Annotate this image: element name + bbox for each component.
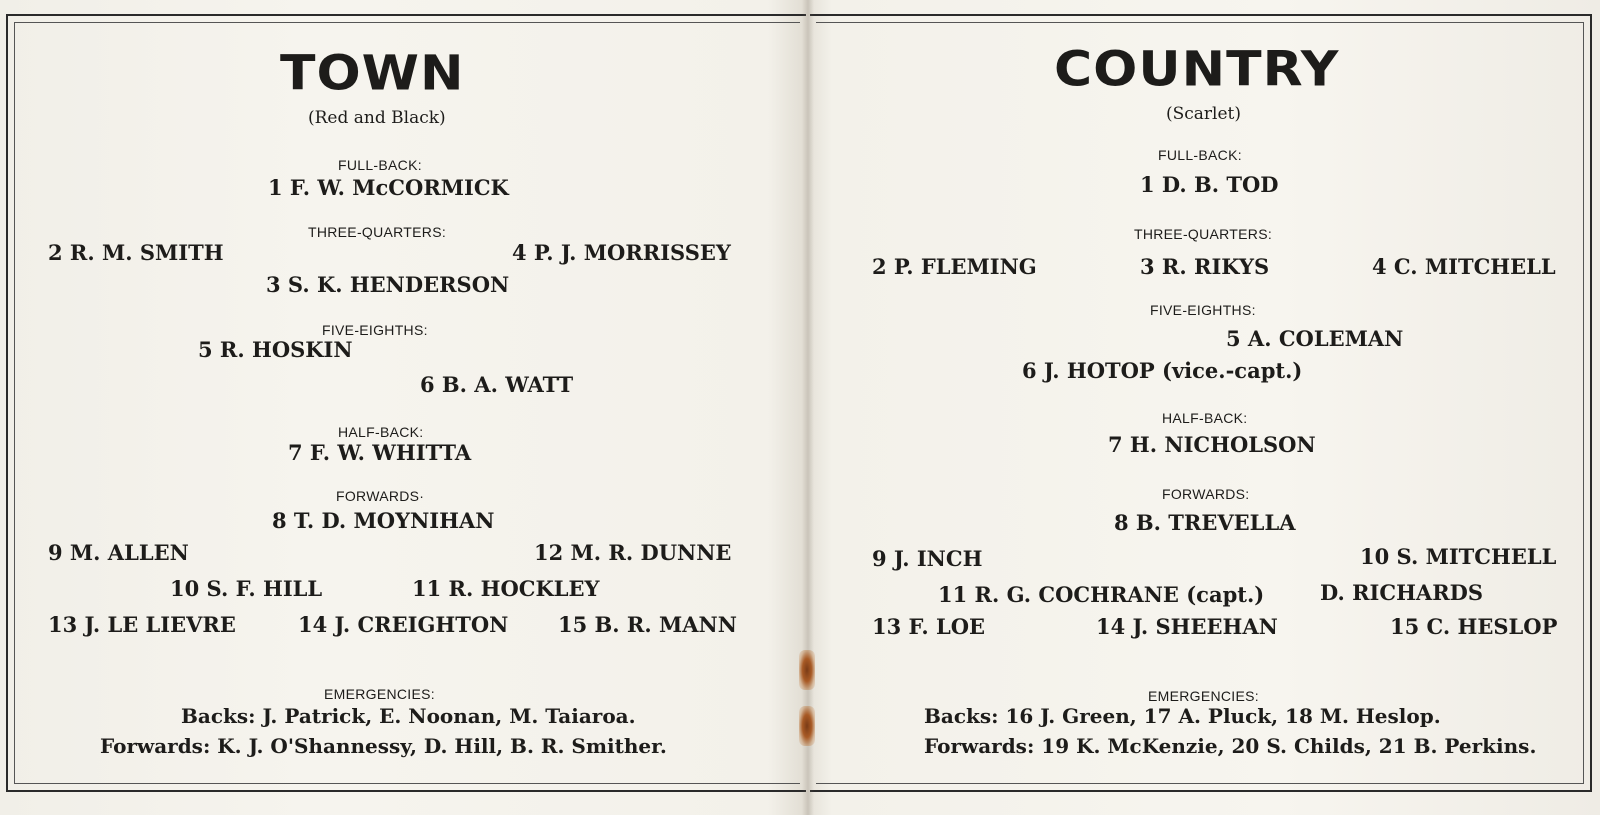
town-colours: (Red and Black) — [308, 108, 446, 128]
town-forward-8: 8 T. D. MOYNIHAN — [272, 508, 495, 533]
town-forward-9: 9 M. ALLEN — [48, 540, 189, 565]
town-halfback: 7 F. W. WHITTA — [288, 440, 472, 465]
town-forwards-label: FORWARDS· — [336, 488, 425, 504]
country-forward-richards: D. RICHARDS — [1320, 580, 1484, 605]
country-fullback: 1 D. B. TOD — [1140, 172, 1279, 197]
spine-fold — [802, 0, 814, 815]
country-forward-9: 9 J. INCH — [872, 546, 983, 571]
town-halfback-label: HALF-BACK: — [338, 424, 424, 440]
country-forwards-label: FORWARDS: — [1162, 486, 1250, 502]
town-threequarters-label: THREE-QUARTERS: — [308, 224, 447, 240]
town-emergency-forwards: Forwards: K. J. O'Shannessy, D. Hill, B. R. Smither. — [100, 734, 667, 758]
country-colours: (Scarlet) — [1166, 104, 1242, 124]
country-emergency-backs: Backs: 16 J. Green, 17 A. Pluck, 18 M. Heslop. — [924, 704, 1441, 728]
country-forward-13: 13 F. LOE — [872, 614, 986, 639]
country-threequarters-label: THREE-QUARTERS: — [1134, 226, 1273, 242]
town-forward-13: 13 J. LE LIEVRE — [48, 612, 236, 637]
country-threequarter-4: 4 C. MITCHELL — [1372, 254, 1556, 279]
country-halfback-label: HALF-BACK: — [1162, 410, 1248, 426]
country-threequarter-3: 3 R. RIKYS — [1140, 254, 1270, 279]
country-forward-8: 8 B. TREVELLA — [1114, 510, 1296, 535]
town-forward-10: 10 S. F. HILL — [170, 576, 323, 601]
country-threequarter-2: 2 P. FLEMING — [872, 254, 1037, 279]
town-fullback-label: FULL-BACK: — [338, 157, 422, 173]
town-fullback: 1 F. W. McCORMICK — [268, 175, 509, 200]
country-title: COUNTRY — [1054, 42, 1340, 98]
town-forward-14: 14 J. CREIGHTON — [298, 612, 509, 637]
country-forward-15: 15 C. HESLOP — [1390, 614, 1558, 639]
country-forward-10: 10 S. MITCHELL — [1360, 544, 1557, 569]
town-fiveeighths-label: FIVE-EIGHTHS: — [322, 322, 428, 338]
town-forward-11: 11 R. HOCKLEY — [412, 576, 600, 601]
town-fiveeighth-6: 6 B. A. WATT — [420, 372, 574, 397]
country-halfback: 7 H. NICHOLSON — [1108, 432, 1316, 457]
country-fiveeighth-6: 6 J. HOTOP (vice.-capt.) — [1022, 358, 1303, 383]
town-threequarter-2: 2 R. M. SMITH — [48, 240, 224, 265]
country-forward-11: 11 R. G. COCHRANE (capt.) — [938, 582, 1265, 607]
staple-mark-bottom — [799, 706, 815, 746]
country-fullback-label: FULL-BACK: — [1158, 147, 1242, 163]
town-emergencies-label: EMERGENCIES: — [324, 686, 435, 702]
town-threequarter-3: 3 S. K. HENDERSON — [266, 272, 510, 297]
staple-mark-top — [799, 650, 815, 690]
country-fiveeighth-5: 5 A. COLEMAN — [1226, 326, 1404, 351]
town-forward-12: 12 M. R. DUNNE — [534, 540, 732, 565]
country-forward-14: 14 J. SHEEHAN — [1096, 614, 1278, 639]
town-page — [6, 14, 806, 792]
country-emergencies-label: EMERGENCIES: — [1148, 688, 1259, 704]
town-threequarter-4: 4 P. J. MORRISSEY — [512, 240, 731, 265]
country-page — [810, 14, 1592, 792]
town-emergency-backs: Backs: J. Patrick, E. Noonan, M. Taiaroa. — [181, 704, 636, 728]
town-forward-15: 15 B. R. MANN — [558, 612, 737, 637]
country-emergency-forwards: Forwards: 19 K. McKenzie, 20 S. Childs, 21 B. Perkins. — [924, 734, 1537, 758]
town-fiveeighth-5: 5 R. HOSKIN — [198, 337, 353, 362]
town-title: TOWN — [280, 46, 465, 102]
country-fiveeighths-label: FIVE-EIGHTHS: — [1150, 302, 1256, 318]
